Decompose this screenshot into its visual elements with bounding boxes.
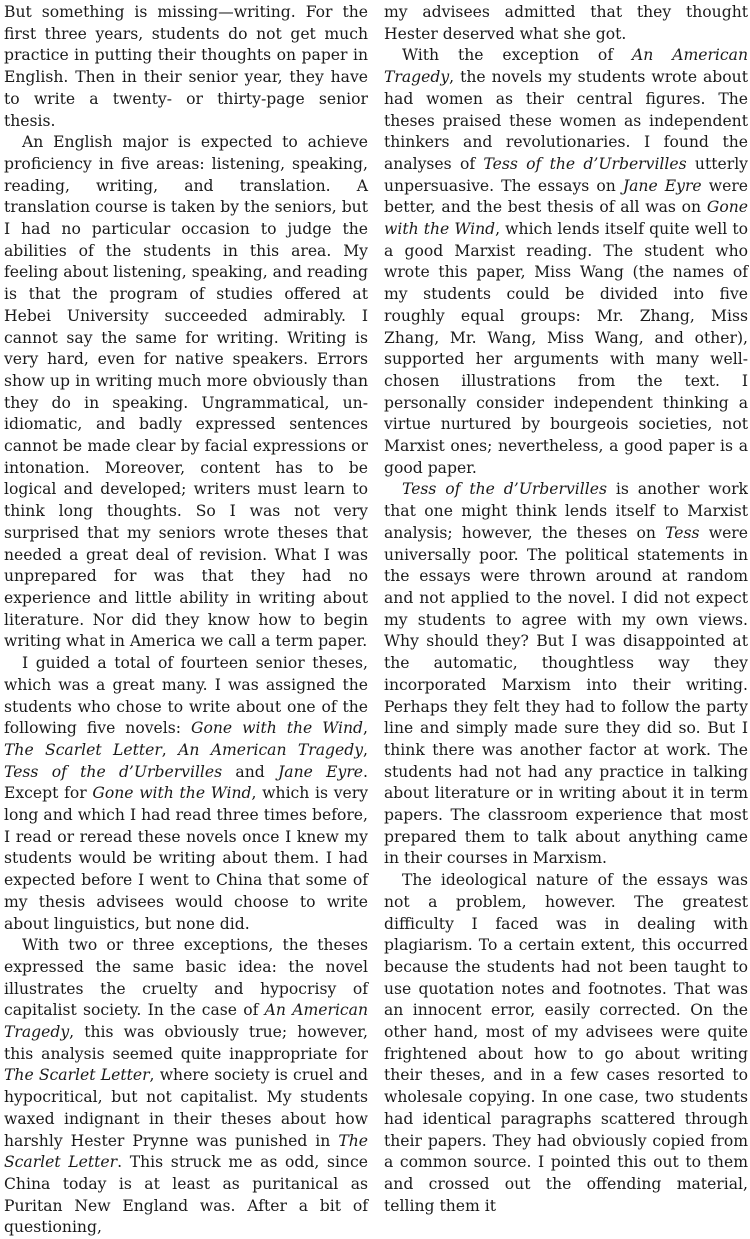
italic-title: Gone with the Wind <box>191 719 364 738</box>
paragraph: But something is missing—writing. For the first three years, students do not get much practice in putting their thoughts on paper in English. Then in their senior year, they have to write a twenty- or thirty-page senior thesis. <box>4 3 368 130</box>
italic-title: Gone with the Wind <box>92 784 252 803</box>
italic-title: Jane Eyre <box>622 176 702 195</box>
italic-title: The Scarlet Letter <box>4 740 162 759</box>
italic-title: An American Tragedy <box>384 46 748 87</box>
italic-title: The Scarlet Letter <box>4 1131 368 1172</box>
paragraph: my advisees admitted that they thought Hester deserved what she got. <box>384 3 748 43</box>
paragraph: With the exception of An American Tragedy, the novels my students wrote about had women as their central figures. The theses praised these women as independent thinkers and revolutionaries. I found the analyses of Tess of the d’Urbervilles utterly unpersuasive. The essays on Jane Eyre were better, and the best thesis of all was on Gone with the Wind, which lends itself quite well to a good Marxist reading. The student who wrote this paper, Miss Wang (the names of my students could be divided into five roughly equal groups: Mr. Zhang, Miss Zhang, Mr. Wang, Miss Wang, and other), supported her arguments with many well-chosen illustrations from the text. I personally consider independent thinking a virtue nurtured by bourgeois societies, not Marxist ones; nevertheless, a good paper is a good paper. <box>384 46 748 477</box>
text-column-right <box>384 2 748 1215</box>
italic-title: Tess of the d’Urbervilles <box>4 762 223 781</box>
paragraph: The ideological nature of the essays was not a problem, however. The greatest difficulty I faced was in dealing with plagiarism. To a certain extent, this occurred because the students had not been taught to use quotation notes and footnotes. That was an innocent error, easily corrected. On the other hand, most of my advisees were quite frightened about how to go about writing their theses, and in a few cases resorted to wholesale copying. In one case, two students had identical paragraphs scattered through their papers. They had obviously copied from a common source. I pointed this out to them and crossed out the offending material, telling them it <box>384 871 748 1215</box>
italic-title: An American Tragedy <box>178 740 364 759</box>
paragraph: An English major is expected to achieve proficiency in five areas: listening, speaking, reading, writing, and translation. A translation course is taken by the seniors, but I had no particular occasion to judge the abilities of the students in this area. My feeling about listening, speaking, and reading is that the program of studies offered at Hebei University succeeded admirably. I cannot say the same for writing. Writing is very hard, even for native speakers. Errors show up in writing much more obviously than they do in speaking. Ungrammatical, un-idiomatic, and badly expressed sentences cannot be made clear by facial expressions or intonation. Moreover, content has to be logical and developed; writers must learn to think long thoughts. So I was not very surprised that my seniors wrote theses that needed a great deal of revision. What I was unprepared for was that they had no experience and little ability in writing about literature. Nor did they know how to begin writing what in America we call a term paper. <box>4 133 368 651</box>
italic-title: The Scarlet Letter <box>4 1066 150 1085</box>
italic-title: Gone with the Wind <box>384 198 748 239</box>
paragraph: Tess of the d’Urbervilles is another work that one might think lends itself to Marxist analysis; however, the theses on Tess were universally poor. The political statements in the essays were thrown around at random and not applied to the novel. I did not expect my students to agree with my own views. Why should they? But I was disappointed at the automatic, thoughtless way they incorporated Marxism into their writing. Perhaps they felt they had to follow the party line and simply made sure they did so. But I think there was another factor at work. The students had not had any practice in talking about literature or in writing about it in term papers. The classroom experience that most prepared them to talk about anything came in their courses in Marxism. <box>384 480 748 868</box>
italic-title: An American Tragedy <box>4 1001 368 1042</box>
italic-title: Tess of the d’Urbervilles <box>483 154 687 173</box>
italic-title: Tess of the d’Urbervilles <box>402 480 607 499</box>
italic-title: Jane Eyre <box>278 762 364 781</box>
paragraph: I guided a total of fourteen senior theses, which was a great many. I was assigned the students who chose to write about one of the following five novels: Gone with the Wind, The Scarlet Letter, An American Tragedy, Tess of the d’Urbervilles and Jane Eyre. Except for Gone with the Wind, which is very long and which I had read three times before, I read or reread these novels once I knew my students would be writing about them. I had expected before I went to China that some of my thesis advisees would choose to write about linguistics, but none did. <box>4 654 369 933</box>
italic-title: Tess <box>665 523 700 542</box>
text-column-left <box>4 2 369 1237</box>
paragraph: With two or three exceptions, the theses expressed the same basic idea: the novel illustrates the cruelty and hypocrisy of capitalist society. In the case of An American Tragedy, this was obviously true; however, this analysis seemed quite inappropriate for The Scarlet Letter, where society is cruel and hypocritical, but not capitalist. My students waxed indignant in their theses about how harshly Hester Prynne was punished in The Scarlet Letter. This struck me as odd, since China today is at least as puritanical as Puritan New England was. After a bit of questioning, <box>4 936 368 1237</box>
